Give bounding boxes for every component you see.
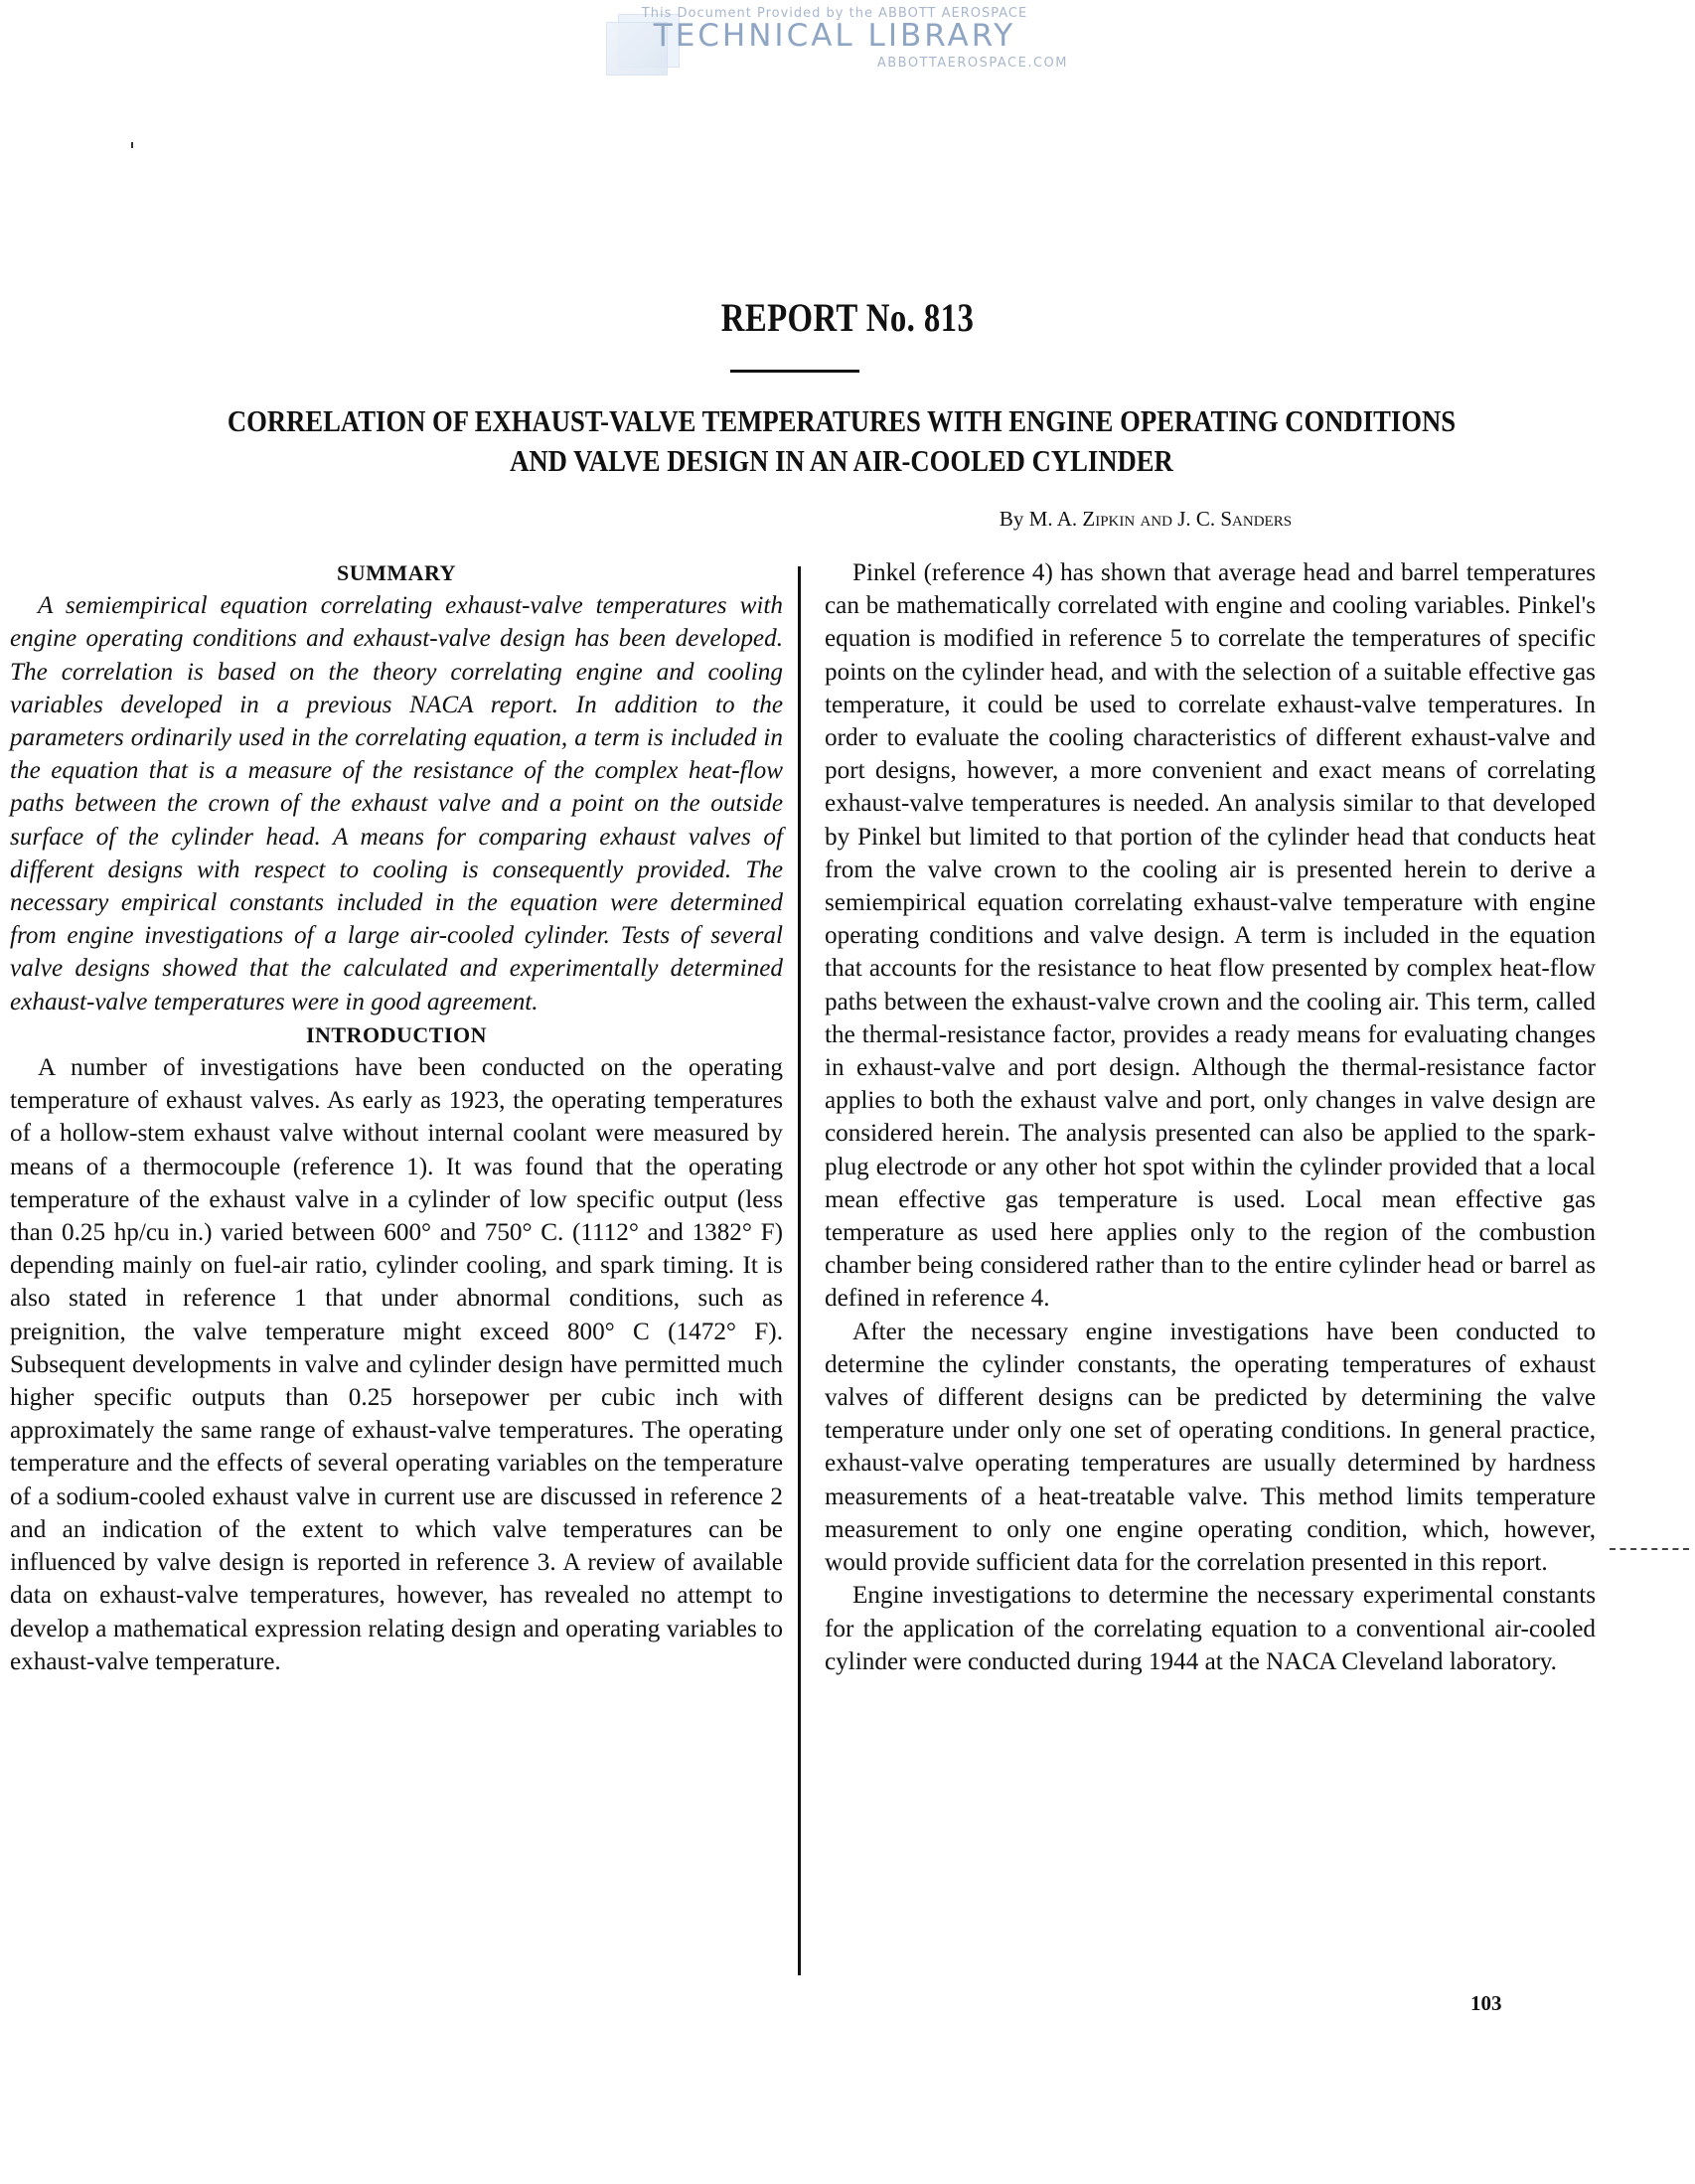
- scan-speck: [131, 142, 133, 148]
- intro-paragraph-2: Pinkel (reference 4) has shown that average head and barrel temperatures can be mathematically correlated with engine and cooling variables. Pinkel's equation is modified in reference 5 to correlate the temperatures of specific points on the cylinder head, and with the selection of a suitable effective gas temperature, it could be used to correlate exhaust-valve temperatures. In order to evaluate the cooling characteristics of different exhaust-valve and port designs, however, a more convenient and exact means of correlating exhaust-valve temperatures is needed. An analysis similar to that developed by Pinkel but limited to that portion of the cylinder head that conducts heat from the valve crown to the cooling air is presented herein to derive a semiempirical equation correlating exhaust-valve temperature with engine operating conditions and valve design. A term is included in the equation that accounts for the resistance to heat flow presented by complex heat-flow paths between the exhaust-valve crown and the cooling air. This term, called the thermal-resistance factor, provides a ready means for evaluating changes in exhaust-valve and port design. Although the thermal-resistance factor applies to both the exhaust valve and port, only changes in valve design are considered herein. The analysis presented can also be applied to the spark-plug electrode or any other hot spot within the cylinder provided that a local mean effective gas temperature is used. Local mean effective gas temperature as used here applies only to the region of the combustion chamber being considered rather than to the entire cylinder head or barrel as defined in reference 4.: [825, 559, 1596, 1313]
- column-divider: [798, 566, 801, 1975]
- title-line-1: CORRELATION OF EXHAUST-VALVE TEMPERATURES WITH ENGINE OPERATING CONDITIONS: [227, 403, 1457, 438]
- intro-paragraph-3: After the necessary engine investigations have been conducted to determine the cylinder constants, the operating temperatures of exhaust valves of different designs can be predicted by determining the valve temperature under only one set of operating conditions. In general practice, exhaust-valve operating temperatures are usually determined by hardness measurements of a heat-treatable valve. This method limits temperature measurement to only one engine operating condition, which, however, would provide sufficient data for the correlation presented in this report.: [825, 1318, 1596, 1577]
- introduction-heading: INTRODUCTION: [305, 1021, 488, 1047]
- watermark-line2: TECHNICAL LIBRARY: [653, 18, 1016, 54]
- page-number: 103: [1470, 1991, 1502, 2015]
- right-column: [825, 556, 1596, 1678]
- authors: M. A. Zipkin and J. C. Sanders: [1028, 507, 1293, 531]
- summary-text: A semiempirical equation correlating exhaust-valve temperatures with engine operating conditions and exhaust-valve design has been developed. The correlation is based on the theory correlating engine and cooling variables developed in a previous NACA report. In addition to the parameters ordinarily used in the correlating equation, a term is included in the equation that is a measure of the resistance of the complex heat-flow paths between the crown of the exhaust valve and a point on the outside surface of the cylinder head. A means for comparing exhaust valves of different designs with respect to cooling is consequently provided. The necessary empirical constants included in the equation were determined from engine investigations of a large air-cooled cylinder. Tests of several valve designs showed that the calculated and experimentally determined exhaust-valve temperatures were in good agreement.: [10, 592, 783, 1015]
- title-rule: [730, 370, 859, 373]
- intro-paragraph-1: A number of investigations have been conducted on the operating temperature of exhaust valves. As early as 1923, the operating temperatures of a hollow-stem exhaust valve without internal coolant were measured by means of a thermocouple (reference 1). It was found that the operating temperature of the exhaust valve in a cylinder of low specific output (less than 0.25 hp/cu in.) varied between 600° and 750° C. (1112° and 1382° F) depending mainly on fuel-air ratio, cylinder cooling, and spark timing. It is also stated in reference 1 that under abnormal conditions, such as preignition, the valve temperature might exceed 800° C (1472° F). Subsequent developments in valve and cylinder design have permitted much higher specific outputs than 0.25 horsepower per cubic inch with approximately the same range of exhaust-valve temperatures. The operating temperature and the effects of several operating variables on the temperature of a sodium-cooled exhaust valve in current use are discussed in reference 2 and an indication of the extent to which valve temperatures can be influenced by valve design is reported in reference 3. A review of available data on exhaust-valve temperatures, however, has revealed no attempt to develop a mathematical expression relating design and operating variables to exhaust-valve temperature.: [10, 1054, 783, 1675]
- watermark-line3: ABBOTTAEROSPACE.COM: [876, 56, 1068, 71]
- summary-heading: SUMMARY: [336, 560, 457, 585]
- margin-mark: [1610, 1548, 1689, 1551]
- paper-title: [112, 401, 1570, 481]
- abbott-aerospace-watermark: [596, 4, 1073, 76]
- left-column: [10, 556, 783, 1678]
- report-number: REPORT No. 813: [720, 295, 975, 340]
- by-label: By: [999, 507, 1024, 531]
- byline: [0, 507, 1695, 532]
- watermark-line1: This Document Provided by the ABBOTT AEROSPACE: [641, 6, 1028, 21]
- intro-paragraph-4: Engine investigations to determine the necessary experimental constants for the application of the correlating equation to a conventional air-cooled cylinder were conducted during 1944 at the NACA Cleveland laboratory.: [825, 1582, 1596, 1675]
- title-line-2: AND VALVE DESIGN IN AN AIR-COOLED CYLINDER: [510, 443, 1173, 478]
